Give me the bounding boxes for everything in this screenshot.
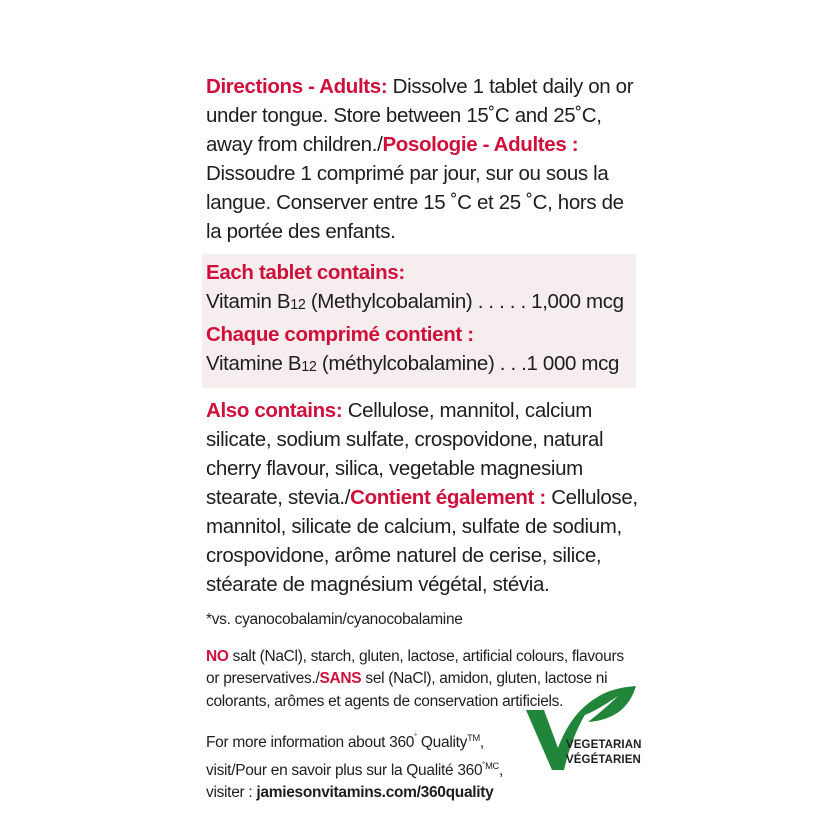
info-comma1: , bbox=[479, 734, 484, 751]
directions-heading-fr: Posologie - Adultes : bbox=[382, 133, 579, 156]
trademark-mark: TM bbox=[467, 733, 480, 743]
contents-line-fr bbox=[206, 349, 636, 382]
subscript-fr: 12 bbox=[301, 359, 317, 375]
contents-line-en bbox=[206, 287, 636, 320]
info-line1: For more information about 360 bbox=[206, 734, 415, 751]
info-comma2: , bbox=[498, 761, 503, 779]
info-url[interactable]: jamiesonvitamins.com/360quality bbox=[256, 784, 494, 801]
also-contains-section bbox=[206, 396, 638, 599]
also-contains-heading-en: Also contains: bbox=[206, 399, 343, 422]
contents-heading-fr: Chaque comprimé contient : bbox=[206, 323, 474, 346]
free-from-text-en: salt (NaCl), starch, gluten, lactose, artificial colours, flavours or preservatives./ bbox=[206, 647, 624, 687]
mc-mark: ˚MC bbox=[482, 760, 499, 771]
free-from-text-fr: sel (NaCl), amidon, gluten, lactose ni colorants, arômes et agents de conservation artificiels. bbox=[206, 670, 608, 710]
contents-box bbox=[202, 254, 636, 388]
badge-label-en: VEGETARIAN bbox=[566, 739, 642, 751]
sans-label: SANS bbox=[319, 670, 362, 687]
vegetarian-badge-text bbox=[566, 738, 642, 768]
also-contains-text-en: Cellulose, mannitol, calcium silicate, sodium sulfate, crospovidone, natural cherry flavour, silica, vegetable magnesium stearate, stevia./ bbox=[206, 399, 604, 509]
directions-text-en: Dissolve 1 tablet daily on or under tongue. Store between 15˚C and 25˚C, away from children./ bbox=[206, 75, 634, 156]
directions-heading-en: Directions - Adults: bbox=[206, 75, 388, 98]
info-line2: visit/Pour en savoir plus sur la Qualité 360 bbox=[206, 761, 483, 779]
vitamin-name-fr: Vitamine B bbox=[206, 352, 302, 375]
vitamin-amount-en: (Methylcobalamin) . . . . . 1,000 mcg bbox=[305, 290, 624, 313]
also-contains-heading-fr: Contient également : bbox=[350, 486, 546, 509]
info-line3: visiter : bbox=[206, 784, 257, 801]
info-section bbox=[206, 727, 516, 805]
footnote: *vs. cyanocobalamin/cyanocobalamine bbox=[206, 611, 463, 628]
info-quality: Quality bbox=[416, 734, 468, 751]
directions-text-fr: Dissoudre 1 comprimé par jour, sur ou sous la langue. Conserver entre 15 ˚C et 25 ˚C, hors de la portée des enfants. bbox=[206, 162, 624, 243]
vitamin-amount-fr: (méthylcobalamine) . . .1 000 mcg bbox=[316, 352, 620, 375]
subscript-en: 12 bbox=[290, 297, 306, 313]
badge-label-fr: VÉGÉTARIEN bbox=[566, 754, 641, 766]
vitamin-name-en: Vitamin B bbox=[206, 290, 291, 313]
no-label: NO bbox=[206, 647, 229, 665]
also-contains-text-fr: Cellulose, mannitol, silicate de calcium, sulfate de sodium, crospovidone, arôme naturel de cerise, silice, stéarate de magnésium végétal, stévia. bbox=[206, 486, 638, 596]
directions-section bbox=[206, 72, 638, 246]
info-degree: ˚ bbox=[414, 733, 417, 743]
contents-heading-en: Each tablet contains: bbox=[206, 261, 405, 284]
